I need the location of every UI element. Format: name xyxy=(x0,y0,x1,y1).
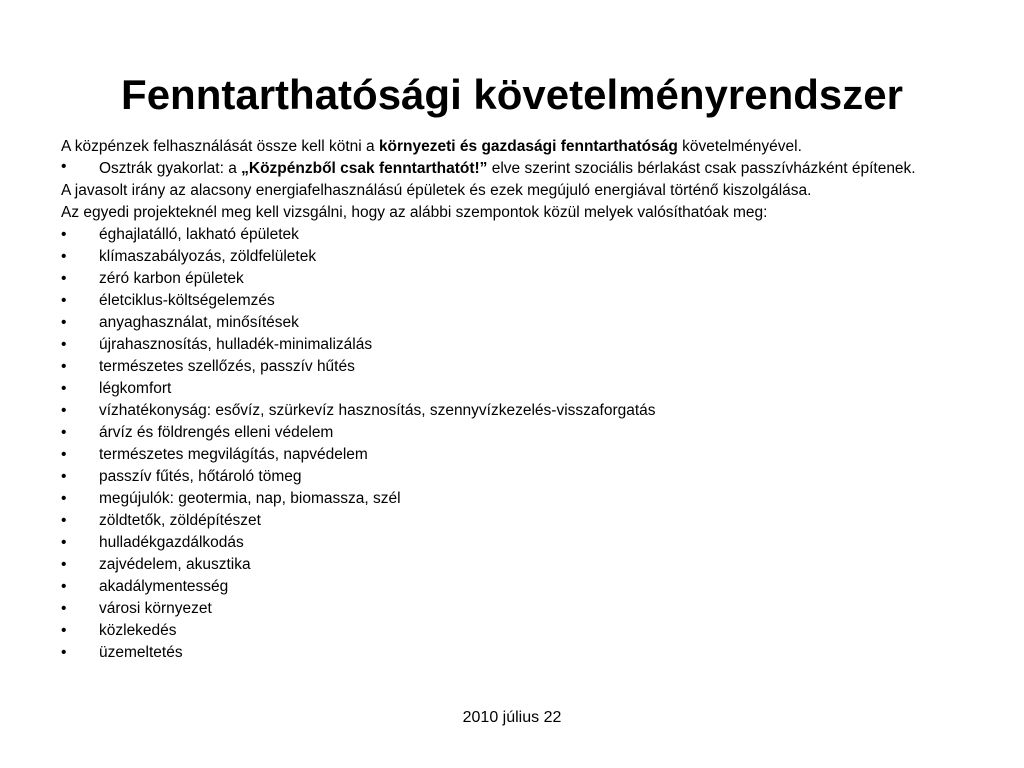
criteria-item xyxy=(61,444,991,466)
criteria-item-text: passzív fűtés, hőtároló tömeg xyxy=(99,468,302,485)
intro-paragraph xyxy=(61,136,991,158)
criteria-item-text: éghajlatálló, lakható épületek xyxy=(99,226,299,243)
bullet-marker: • xyxy=(61,534,67,551)
criteria-item xyxy=(61,356,991,378)
bullet-marker: • xyxy=(61,644,67,661)
footer-date: 2010 július 22 xyxy=(462,709,562,726)
criteria-item-text: zéró karbon épületek xyxy=(99,270,244,287)
criteria-item-text: természetes megvilágítás, napvédelem xyxy=(99,446,368,463)
criteria-list xyxy=(61,224,991,664)
criteria-item xyxy=(61,620,991,642)
bullet-marker: • xyxy=(61,578,67,595)
criteria-item-text: életciklus-költségelemzés xyxy=(99,292,275,309)
criteria-item xyxy=(61,554,991,576)
criteria-item-text: újrahasznosítás, hulladék-minimalizálás xyxy=(99,336,373,353)
bullet-marker: • xyxy=(61,358,67,375)
criteria-item xyxy=(61,510,991,532)
criteria-item xyxy=(61,598,991,620)
criteria-item xyxy=(61,290,991,312)
criteria-item xyxy=(61,246,991,268)
bullet-marker: • xyxy=(61,380,67,397)
criteria-item xyxy=(61,466,991,488)
intro-text-bold: környezeti és gazdasági fenntarthatóság xyxy=(378,138,678,155)
criteria-item-text: klímaszabályozás, zöldfelületek xyxy=(99,248,317,265)
criteria-item xyxy=(61,312,991,334)
bullet-marker: • xyxy=(61,468,67,485)
criteria-item-text: megújulók: geotermia, nap, biomassza, szél xyxy=(99,490,401,507)
criteria-item-text: zajvédelem, akusztika xyxy=(99,556,251,573)
bullet-marker: • xyxy=(61,292,67,309)
austrian-text-after: elve szerint szociális bérlakást csak passzívházként építenek. xyxy=(487,160,916,177)
direction-paragraph: A javasolt irány az alacsony energiafelhasználású épületek és ezek megújuló energiával történő kiszolgálása. xyxy=(61,182,812,199)
criteria-item-text: akadálymentesség xyxy=(99,578,229,595)
criteria-item xyxy=(61,400,991,422)
slide-content xyxy=(61,136,991,664)
austrian-text-before: Osztrák gyakorlat: a xyxy=(99,160,242,177)
criteria-item xyxy=(61,422,991,444)
slide-title: Fenntarthatósági követelményrendszer xyxy=(121,71,903,118)
criteria-item-text: anyaghasználat, minősítések xyxy=(99,314,299,331)
bullet-marker: • xyxy=(61,490,67,507)
bullet-marker: • xyxy=(61,600,67,617)
bullet-marker: • xyxy=(61,622,67,639)
criteria-item xyxy=(61,378,991,400)
criteria-item-text: légkomfort xyxy=(99,380,172,397)
criteria-item-text: hulladékgazdálkodás xyxy=(99,534,244,551)
criteria-item xyxy=(61,488,991,510)
bullet-marker: • xyxy=(61,248,67,265)
bullet-marker: • xyxy=(61,424,67,441)
intro-text-before: A közpénzek felhasználását össze kell kötni a xyxy=(61,138,379,155)
austrian-practice-item xyxy=(61,158,991,180)
bullet-marker: • xyxy=(61,512,67,529)
criteria-item xyxy=(61,576,991,598)
austrian-text-bold: „Közpénzből csak fenntarthatót!” xyxy=(241,160,488,177)
criteria-item xyxy=(61,642,991,664)
bullet-marker: • xyxy=(61,556,67,573)
criteria-item-text: árvíz és földrengés elleni védelem xyxy=(99,424,334,441)
criteria-item-text: városi környezet xyxy=(99,600,212,617)
bullet-marker: • xyxy=(61,402,67,419)
bullet-marker: • xyxy=(61,226,67,243)
intro-text-after: követelményével. xyxy=(677,138,802,155)
criteria-item xyxy=(61,334,991,356)
bullet-marker: • xyxy=(61,446,67,463)
criteria-item xyxy=(61,532,991,554)
criteria-item-text: természetes szellőzés, passzív hűtés xyxy=(99,358,355,375)
criteria-item-text: közlekedés xyxy=(99,622,177,639)
criteria-item xyxy=(61,268,991,290)
bullet-marker: • xyxy=(61,336,67,353)
criteria-item-text: vízhatékonyság: esővíz, szürkevíz hasznosítás, szennyvízkezelés-visszaforgatás xyxy=(99,402,656,419)
bullet-marker: • xyxy=(61,270,67,287)
criteria-item-text: zöldtetők, zöldépítészet xyxy=(99,512,261,529)
bullet-marker: • xyxy=(61,314,67,331)
criteria-intro-paragraph: Az egyedi projekteknél meg kell vizsgálni, hogy az alábbi szempontok közül melyek valósíthatóak meg: xyxy=(61,204,768,221)
criteria-item xyxy=(61,224,991,246)
bullet-marker: • xyxy=(61,158,67,175)
criteria-item-text: üzemeltetés xyxy=(99,644,183,661)
